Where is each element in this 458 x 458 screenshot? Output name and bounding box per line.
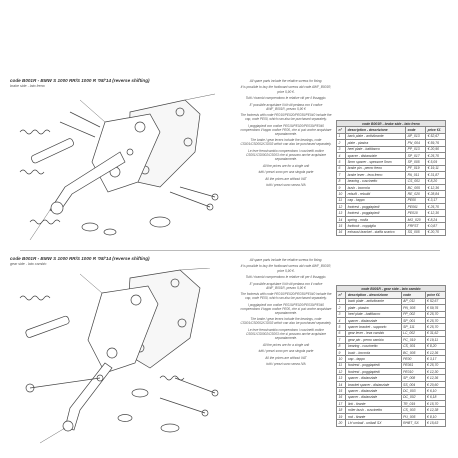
table-cell: 5mm spacer - spessore 5mm: [346, 159, 406, 165]
table-cell: 2: [337, 305, 346, 311]
brake-note: The footrests with code PE010/PE020/PE030/PE040 include the cap, code PE00, which can also be purchased separately.: [240, 113, 332, 122]
table-cell: € 59,76: [425, 305, 446, 311]
table-cell: SP_001: [401, 317, 425, 323]
table-cell: 18: [337, 407, 346, 413]
table-cell: PE00: [406, 197, 426, 203]
gear-exploded-diagram: [10, 268, 235, 448]
gear-note: E' possibile acquistare il kit viti pedana con il codice AWF_B001R, prezzo 5,90 €: [249, 281, 323, 290]
table-cell: SS_005: [406, 229, 426, 235]
table-cell: spacer - distanziale: [346, 317, 401, 323]
table-cell: CS_001: [401, 343, 425, 349]
table-cell: € 52,67: [426, 133, 446, 139]
table-cell: € 25,70: [425, 324, 446, 330]
table-cell: € 0,87: [426, 223, 446, 229]
table-cell: PE061: [406, 204, 426, 210]
table-cell: 19: [337, 413, 346, 419]
table-cell: 14: [337, 216, 346, 222]
table-cell: back plate - antivibrante: [346, 133, 406, 139]
table-cell: spacer - distanziale: [346, 152, 406, 158]
table-cell: PN_004: [406, 140, 426, 146]
table-cell: 5: [337, 159, 346, 165]
section-divider: [20, 250, 440, 251]
table-cell: € 3,17: [426, 197, 446, 203]
gear-note: tutti i prezzi sono senza IVA: [266, 362, 306, 367]
table-cell: 15: [337, 388, 346, 394]
table-cell: roller bush - cuscinetto: [346, 407, 401, 413]
table-cell: € 15,63: [425, 420, 446, 426]
gear-col-header: description - descrizione: [346, 292, 401, 298]
table-cell: 15: [337, 223, 346, 229]
table-cell: rebuilt - rebuild: [346, 191, 406, 197]
gear-note: All the prices are for a single unit: [262, 342, 310, 347]
brake-note: All the prices are for a single unit: [262, 163, 310, 168]
table-cell: DC_003: [401, 388, 425, 394]
table-cell: MO_020: [406, 216, 426, 222]
table-cell: € 3,17: [425, 356, 446, 362]
table-cell: € 8,24: [426, 216, 446, 222]
table-cell: € 25,70: [425, 362, 446, 368]
table-cell: gear lever - leva cambio: [346, 330, 401, 336]
table-cell: PP_002: [401, 311, 425, 317]
table-cell: 12: [337, 204, 346, 210]
table-cell: BC_005: [406, 184, 426, 190]
table-cell: 20: [337, 420, 346, 426]
table-cell: € 12,38: [425, 407, 446, 413]
table-cell: footrest - poggiapiedi: [346, 362, 401, 368]
table-cell: CS_003: [401, 407, 425, 413]
table-cell: € 12,30: [426, 210, 446, 216]
table-cell: € 31,62: [425, 330, 446, 336]
brake-notes: [240, 79, 332, 190]
table-cell: 16: [337, 229, 346, 235]
table-cell: € 8,20: [425, 343, 446, 349]
table-cell: bracket spacer - distanziale: [346, 381, 401, 387]
table-cell: 5: [337, 324, 346, 330]
table-cell: 12: [337, 369, 346, 375]
table-cell: plate - piastra: [346, 305, 401, 311]
table-cell: SP_017: [406, 152, 426, 158]
table-cell: 17: [337, 401, 346, 407]
table-cell: spring - molla: [346, 216, 406, 222]
table-cell: PF_019: [406, 165, 426, 171]
table-row: [337, 229, 446, 235]
gear-note: I poggiapiedi con codice PE010/PE020/PE030/PE040 comprendono il tappo codice PE00, che si può anche acquistare separatamente.: [240, 302, 332, 315]
table-cell: € 31,87: [426, 172, 446, 178]
table-cell: footrest - poggiapiedi: [346, 210, 406, 216]
table-cell: PE00: [401, 356, 425, 362]
gear-note: Le leve freno/cambio comprendono i cuscinetti codice CS001/CS0002/CS003 che si possono anche acquistare separatamente.: [245, 327, 327, 341]
brake-note: All spare parts include the relative screws for fixing.: [249, 79, 323, 83]
table-cell: € 6,18: [425, 394, 446, 400]
table-cell: € 20,70: [426, 229, 446, 235]
brake-section-subtitle: brake side - lato freno: [10, 84, 45, 88]
table-cell: heel plate - battitacco: [346, 146, 406, 152]
table-cell: € 25,70: [425, 317, 446, 323]
brake-note: It is possible to buy the footboard screws ald code AWF_B001R, price 5,90 €.: [240, 85, 332, 94]
table-cell: 13: [337, 210, 346, 216]
brake-parts-table: [336, 120, 446, 236]
table-cell: 10: [337, 191, 346, 197]
table-cell: 4: [337, 317, 346, 323]
gear-col-header: n°: [337, 292, 346, 298]
table-cell: € 28,84: [426, 191, 446, 197]
brake-col-header: price €£: [426, 127, 446, 133]
table-cell: 3: [337, 146, 346, 152]
table-cell: € 6,10: [425, 388, 446, 394]
table-cell: spacer bracket - supporto: [346, 324, 401, 330]
table-cell: cap - tappo: [346, 197, 406, 203]
table-cell: PE010: [401, 369, 425, 375]
table-cell: 8: [337, 178, 346, 184]
table-cell: rod - tirante: [346, 413, 401, 419]
table-row: [337, 420, 446, 426]
table-cell: 8: [337, 343, 346, 349]
table-cell: SP_005: [406, 159, 426, 165]
table-cell: LC_002: [401, 330, 425, 336]
brake-note: The brake / gear levers include the bearings, code CS001/CS0002/CS003 which can also be purchased separately.: [240, 138, 332, 147]
gear-col-header: price €£: [425, 292, 446, 298]
table-cell: footrest - poggiapiedi: [346, 204, 406, 210]
table-cell: 13: [337, 375, 346, 381]
table-cell: back plate - antivibrante: [346, 298, 401, 304]
table-cell: CS_001: [406, 178, 426, 184]
table-cell: € 12,36: [425, 375, 446, 381]
table-cell: PC_019: [401, 337, 425, 343]
table-cell: € 59,76: [426, 140, 446, 146]
table-cell: gear pin - perno cambio: [346, 337, 401, 343]
table-cell: € 12,30: [425, 369, 446, 375]
table-cell: 10: [337, 356, 346, 362]
gear-table-heading: code B001R - gear side - lato cambio: [337, 286, 446, 292]
table-cell: 3: [337, 311, 346, 317]
brake-section-title: code B001R - BMW S 1000 RR/S 1000 R '08/'14 (reverse shifting): [10, 78, 150, 83]
table-cell: brake lever - leva freno: [346, 172, 406, 178]
table-cell: € 25,70: [425, 311, 446, 317]
brake-note: tutti i prezzi sono senza IVA: [266, 183, 306, 188]
table-cell: AP_011: [401, 298, 425, 304]
table-cell: € 19,11: [426, 165, 446, 171]
gear-parts-table: [336, 285, 446, 427]
table-cell: € 12,36: [425, 349, 446, 355]
table-cell: 6: [337, 330, 346, 336]
table-cell: € 8,10: [425, 413, 446, 419]
table-cell: forkiock - coppiglia: [346, 223, 406, 229]
table-cell: SP_008: [401, 375, 425, 381]
table-cell: PA_011: [406, 172, 426, 178]
gear-notes: [240, 258, 332, 369]
table-cell: BC_005: [401, 349, 425, 355]
brake-note: tutti i prezzi sono per una singola parte: [258, 170, 314, 175]
gear-note: tutti i prezzi sono per una singola parte: [258, 349, 314, 354]
table-cell: 1: [337, 133, 346, 139]
brake-note: E' possibile acquistare il kit viti pedana con il codice AWF_B001R, prezzo 5,90 €: [249, 102, 323, 111]
table-cell: bush - boccola: [346, 184, 406, 190]
table-cell: PE010: [406, 210, 426, 216]
table-cell: DC_002: [401, 394, 425, 400]
table-cell: AP_013: [406, 133, 426, 139]
table-cell: PN_005: [401, 305, 425, 311]
gear-note: The footrests with code PE010/PE020/PE030/PE040 include the cap, code PE00, which can also be purchased separately.: [240, 292, 332, 301]
table-cell: spacer - distanziale: [346, 375, 401, 381]
table-cell: TR_019: [401, 401, 425, 407]
brake-table-heading: code B001R - brake side - lato freno: [337, 121, 446, 127]
brake-col-header: code: [406, 127, 426, 133]
brake-note: Tutti i ricambi comprendono le relative viti per il fissaggio.: [245, 96, 327, 101]
table-cell: PP_013: [406, 146, 426, 152]
table-cell: link - tirante: [346, 401, 401, 407]
table-cell: RHBT_SX: [401, 420, 425, 426]
gear-note: All the prices are without VAT: [265, 355, 307, 360]
gear-note: Tutti i ricambi comprendono le relative viti per il fissaggio.: [245, 275, 327, 280]
table-cell: € 12,36: [426, 184, 446, 190]
table-cell: 16: [337, 394, 346, 400]
table-cell: spacer - distanziale: [346, 388, 401, 394]
table-cell: brake pin - perno freno: [346, 165, 406, 171]
table-cell: 9: [337, 184, 346, 190]
table-cell: 14: [337, 381, 346, 387]
table-cell: LH umbail - uniball SX: [346, 420, 401, 426]
table-cell: SP_111: [401, 324, 425, 330]
table-cell: € 8,20: [426, 178, 446, 184]
table-cell: cap - tappo: [346, 356, 401, 362]
brake-note: All the prices are without VAT: [265, 176, 307, 181]
table-cell: 2: [337, 140, 346, 146]
gear-note: It is possible to buy the footboard screws ald code AWF_B001R, price 5,90 €.: [240, 264, 332, 273]
gear-note: All spare parts include the relative screws for fixing.: [249, 258, 323, 262]
brake-note: I poggiapiedi con codice PE010/PE020/PE030/PE040 comprendono il tappo codice PE00, che si può anche acquistare separatamente.: [240, 123, 332, 136]
table-cell: 11: [337, 197, 346, 203]
table-cell: spacer - distanziale: [346, 394, 401, 400]
table-cell: heel plate - battitacco: [346, 311, 401, 317]
table-cell: SS_004: [401, 381, 425, 387]
table-cell: 1: [337, 298, 346, 304]
table-cell: € 52,67: [425, 298, 446, 304]
table-cell: exhaust bracket - staffa scarico: [346, 229, 406, 235]
table-cell: € 25,70: [426, 152, 446, 158]
table-cell: 9: [337, 349, 346, 355]
table-cell: 4: [337, 152, 346, 158]
table-cell: plate - piastra: [346, 140, 406, 146]
table-cell: € 19,11: [425, 337, 446, 343]
gear-section-subtitle: gear side - lato cambio: [10, 262, 47, 266]
table-cell: bearing - cuscinetto: [346, 343, 401, 349]
table-cell: RE_020: [406, 191, 426, 197]
table-cell: € 5,09: [426, 159, 446, 165]
table-cell: 7: [337, 172, 346, 178]
table-cell: € 20,60: [425, 381, 446, 387]
gear-note: The brake / gear levers include the bearings, code CS001/CS0002/CS003 which can also be purchased separately.: [240, 317, 332, 326]
table-cell: PE061: [401, 362, 425, 368]
table-cell: 7: [337, 337, 346, 343]
table-cell: bearing - cuscinetto: [346, 178, 406, 184]
table-cell: 11: [337, 362, 346, 368]
table-cell: € 15,70: [425, 401, 446, 407]
brake-col-header: n°: [337, 127, 346, 133]
table-cell: € 25,70: [426, 204, 446, 210]
table-cell: FRFST: [406, 223, 426, 229]
table-cell: PU_005: [401, 413, 425, 419]
brake-exploded-diagram: [10, 92, 240, 247]
table-cell: € 20,90: [426, 146, 446, 152]
table-cell: 6: [337, 165, 346, 171]
brake-note: Le leve freno/cambio comprendono i cuscinetti codice CS001/CS0002/CS003 che si possono anche acquistare separatamente.: [245, 148, 327, 162]
brake-col-header: description - descrizione: [346, 127, 406, 133]
gear-section-title: code B001R - BMW S 1000 RR/S 1000 R '08/'14 (reverse shifting): [10, 256, 150, 261]
table-cell: footrest - poggiapiedi: [346, 369, 401, 375]
table-cell: bush - boccola: [346, 349, 401, 355]
gear-col-header: code: [401, 292, 425, 298]
